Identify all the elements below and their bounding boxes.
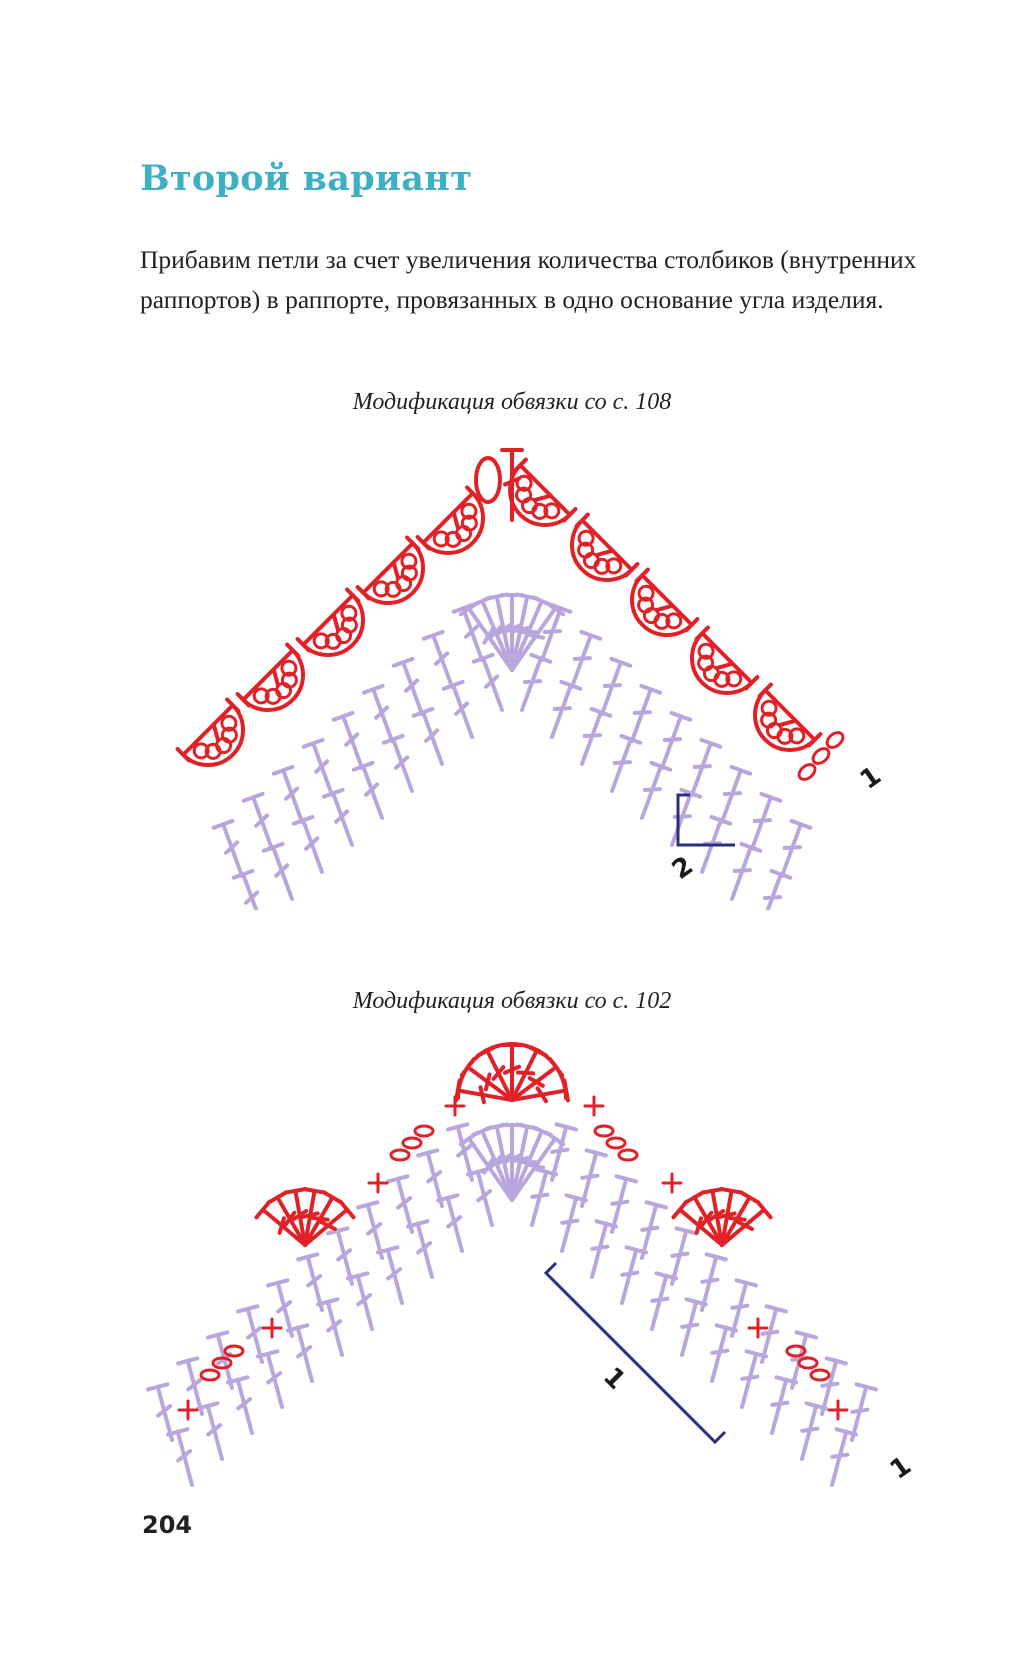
page-number: 204 bbox=[142, 1511, 193, 1539]
row-label-1: 1 bbox=[854, 760, 887, 796]
repeat-bracket bbox=[546, 1263, 725, 1442]
section-heading: Второй вариант bbox=[140, 158, 473, 199]
lilac-stitches bbox=[148, 1124, 876, 1485]
repeat-label: 1 bbox=[597, 1361, 632, 1396]
crochet-chart-1 bbox=[0, 440, 1024, 910]
crochet-chart-2 bbox=[0, 1040, 1024, 1500]
lilac-stitches bbox=[214, 595, 810, 910]
row-label-2: 2 bbox=[666, 850, 699, 886]
figure-caption-2: Модификация обвязки со с. 102 bbox=[352, 988, 672, 1014]
body-paragraph: Прибавим петли за счет увеличения количества столбиков (внутренних раппортов) в раппорте, провязанных в одно основание угла изделия. bbox=[140, 245, 917, 314]
figure-caption-1: Модификация обвязки со с. 108 bbox=[352, 389, 672, 415]
row-label-1: 1 bbox=[884, 1450, 917, 1486]
